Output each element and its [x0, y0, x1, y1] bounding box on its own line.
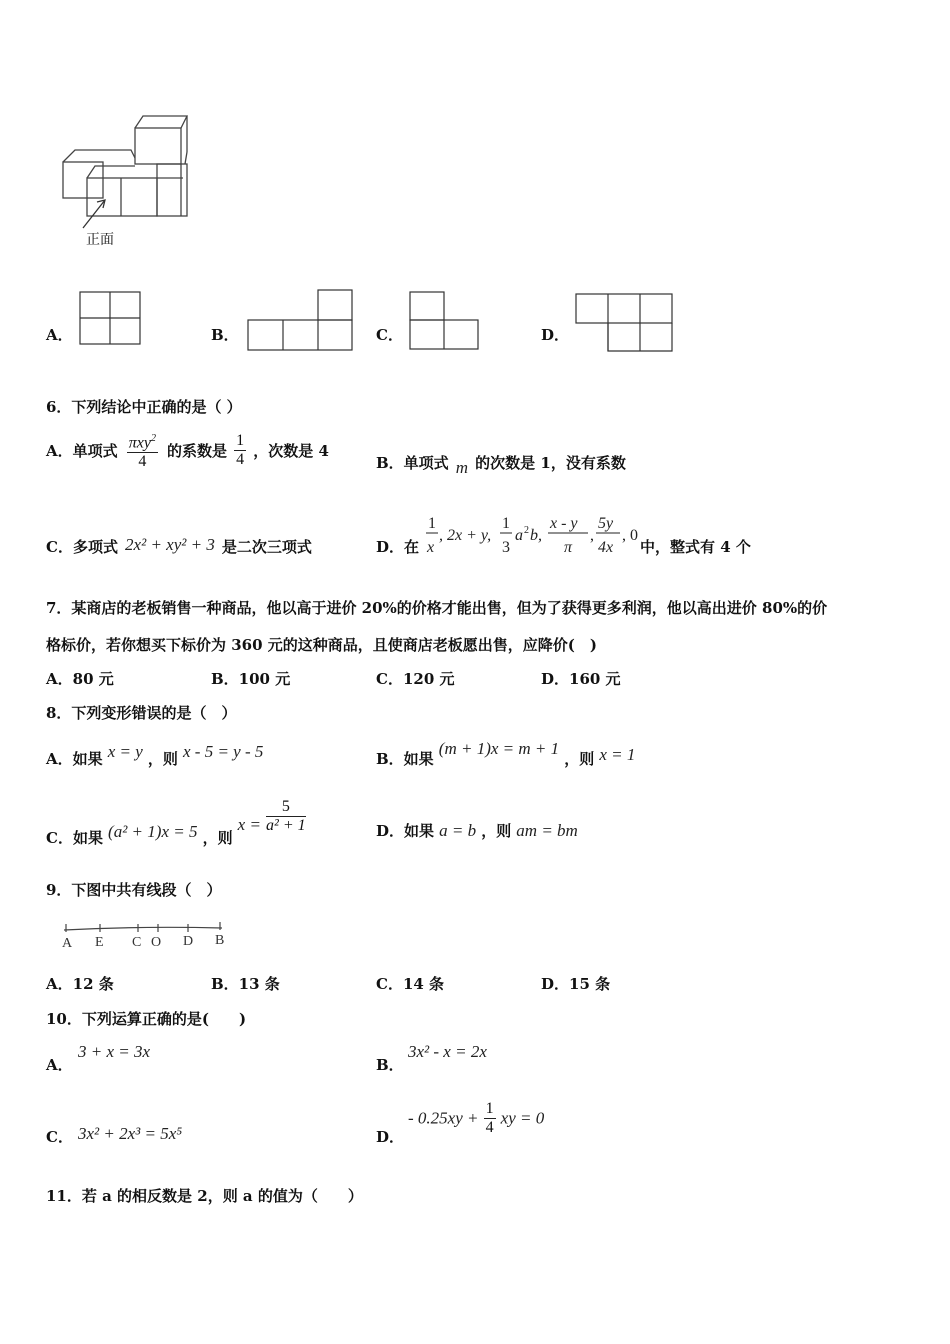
q8-d-prefix: D．如果	[376, 822, 435, 840]
q8-c-fraction	[266, 798, 306, 835]
svg-text:3: 3	[502, 539, 510, 556]
q6-a-num-sup: 2	[150, 433, 156, 444]
q6-b-var: m	[455, 458, 469, 477]
q5-option-b-view	[248, 288, 354, 352]
q9-point-c: C	[132, 935, 142, 950]
q7-option-a[interactable]: A．80 元	[46, 670, 114, 688]
q9-point-a: A	[62, 936, 73, 951]
q6-a-coef	[234, 432, 246, 469]
q6-a-mid: 的系数是	[167, 442, 228, 461]
front-label: 正面	[86, 232, 114, 248]
q8-a-prefix: A．如果	[46, 750, 103, 768]
svg-text:5y: 5y	[598, 515, 614, 532]
q7-line-1: 7．某商店的老板销售一种商品，他以高于进价 20%的价格才能出售，但为了获得更多利润，他以高出进价 80%的价	[46, 599, 828, 617]
q6-option-c[interactable]	[46, 536, 312, 557]
q8-c-num: 5	[266, 798, 306, 817]
q8-c-result-lhs: x =	[237, 815, 261, 834]
svg-text:2: 2	[524, 525, 529, 536]
q10-d-num: 1	[485, 1100, 494, 1117]
q7-option-b[interactable]: B．100 元	[211, 670, 291, 688]
svg-text:a: a	[515, 527, 523, 544]
q6-a-post: ，次数是 4	[253, 442, 329, 461]
q6-a-coef-num: 1	[236, 432, 245, 450]
q8-a-result: x - 5 = y - 5	[183, 742, 264, 761]
svg-text:, 0: , 0	[622, 527, 638, 544]
q10-d-pre: - 0.25xy +	[408, 1108, 479, 1128]
q5-option-d-label[interactable]: D．	[541, 326, 570, 344]
svg-text:4x: 4x	[598, 539, 614, 556]
q9-point-d: D	[183, 934, 194, 949]
q6-a-den: 4	[138, 453, 147, 471]
q9-option-d[interactable]: D．15 条	[541, 975, 611, 993]
q5-option-d-view	[576, 294, 674, 354]
q6-c-post: 是二次三项式	[221, 538, 312, 556]
svg-text:x: x	[427, 539, 435, 556]
q10-d-den: 4	[485, 1119, 494, 1136]
q6-c-prefix: C．多项式	[46, 538, 118, 556]
q6-d-post: 中，整式有 4 个	[640, 538, 751, 556]
q6-option-b[interactable]	[376, 452, 626, 477]
q10-option-b-expr: 3x² - x = 2x	[408, 1042, 487, 1061]
q10-stem: 10．下列运算正确的是( )	[46, 1010, 247, 1028]
q9-point-o: O	[151, 935, 162, 950]
svg-text:π: π	[564, 539, 573, 556]
q8-c-condition: (a² + 1)x = 5	[108, 822, 198, 841]
q5-option-c-view	[410, 292, 480, 352]
q6-b-prefix: B．单项式	[376, 454, 449, 472]
cube-drawing	[55, 110, 195, 250]
q8-b-mid: ，则	[564, 750, 595, 768]
q6-a-prefix: A．单项式	[46, 442, 118, 461]
q8-c-prefix: C．如果	[46, 829, 103, 847]
q6-a-num: πxy	[128, 434, 151, 452]
q10-d-fraction	[484, 1100, 496, 1137]
q11-stem: 11．若 a 的相反数是 2，则 a 的值为（ ）	[46, 1187, 363, 1205]
svg-text:, 2x + y,: , 2x + y,	[439, 527, 492, 544]
q8-option-b[interactable]	[376, 739, 636, 769]
q10-option-c-label[interactable]: C．	[46, 1128, 73, 1146]
q9-option-c[interactable]: C．14 条	[376, 975, 445, 993]
q10-option-c-expr: 3x² + 2x³ = 5x⁵	[78, 1124, 183, 1143]
q6-a-fraction	[127, 430, 158, 471]
q7-line-2: 格标价，若你想买下标价为 360 元的这种商品，且使商店老板愿出售，应降价( )	[46, 636, 597, 654]
q8-d-condition: a = b	[439, 821, 477, 840]
q9-option-a[interactable]: A．12 条	[46, 975, 114, 993]
q8-a-condition: x = y	[107, 742, 143, 761]
q10-option-a-expr: 3 + x = 3x	[78, 1042, 151, 1061]
q10-option-d-expr	[408, 1100, 544, 1137]
q8-b-result: x = 1	[599, 745, 636, 764]
q7-option-c[interactable]: C．120 元	[376, 670, 455, 688]
q10-option-d-label[interactable]: D．	[376, 1128, 405, 1146]
q10-d-post: xy = 0	[500, 1108, 545, 1128]
q6-b-post: 的次数是 1，没有系数	[475, 454, 626, 472]
q8-stem: 8．下列变形错误的是（ ）	[46, 704, 237, 722]
q7-option-d[interactable]: D．160 元	[541, 670, 621, 688]
q8-c-mid: ，则	[202, 829, 233, 847]
q5-option-c-label[interactable]: C．	[376, 326, 403, 344]
q8-d-mid: ，则	[481, 822, 512, 840]
q9-option-b[interactable]: B．13 条	[211, 975, 280, 993]
q8-d-result: am = bm	[516, 821, 578, 840]
q9-point-e: E	[95, 935, 104, 950]
q5-option-b-label[interactable]: B．	[211, 326, 239, 344]
q6-d-expression	[424, 512, 639, 564]
q8-c-den: a² + 1	[266, 817, 306, 834]
q6-d-prefix: D．在	[376, 538, 420, 556]
q5-option-a-view	[80, 292, 142, 346]
svg-text:x - y: x - y	[550, 515, 578, 532]
q6-c-expr: 2x² + xy² + 3	[125, 535, 215, 554]
q10-option-a-label[interactable]: A．	[46, 1056, 73, 1074]
q8-option-a[interactable]	[46, 742, 264, 769]
q9-line-segment-figure	[60, 918, 230, 958]
svg-text:1: 1	[502, 515, 510, 532]
q9-stem: 9．下图中共有线段（ ）	[46, 881, 222, 899]
q6-a-coef-den: 4	[236, 451, 245, 469]
svg-text:b,: b,	[530, 527, 542, 544]
q8-a-mid: ，则	[147, 750, 178, 768]
q8-b-condition: (m + 1)x = m + 1	[438, 739, 560, 758]
q9-point-b: B	[215, 933, 225, 948]
q6-stem: 6．下列结论中正确的是（ ）	[46, 398, 242, 416]
q6-option-a[interactable]	[46, 430, 329, 471]
q10-option-b-label[interactable]: B．	[376, 1056, 404, 1074]
svg-text:,: ,	[590, 527, 594, 544]
q5-option-a-label[interactable]: A．	[46, 326, 73, 344]
svg-text:1: 1	[428, 515, 436, 532]
q8-option-d[interactable]	[376, 820, 578, 841]
q8-option-c[interactable]	[46, 798, 306, 847]
q8-b-prefix: B．如果	[376, 750, 434, 768]
q6-option-d[interactable]	[376, 536, 419, 557]
